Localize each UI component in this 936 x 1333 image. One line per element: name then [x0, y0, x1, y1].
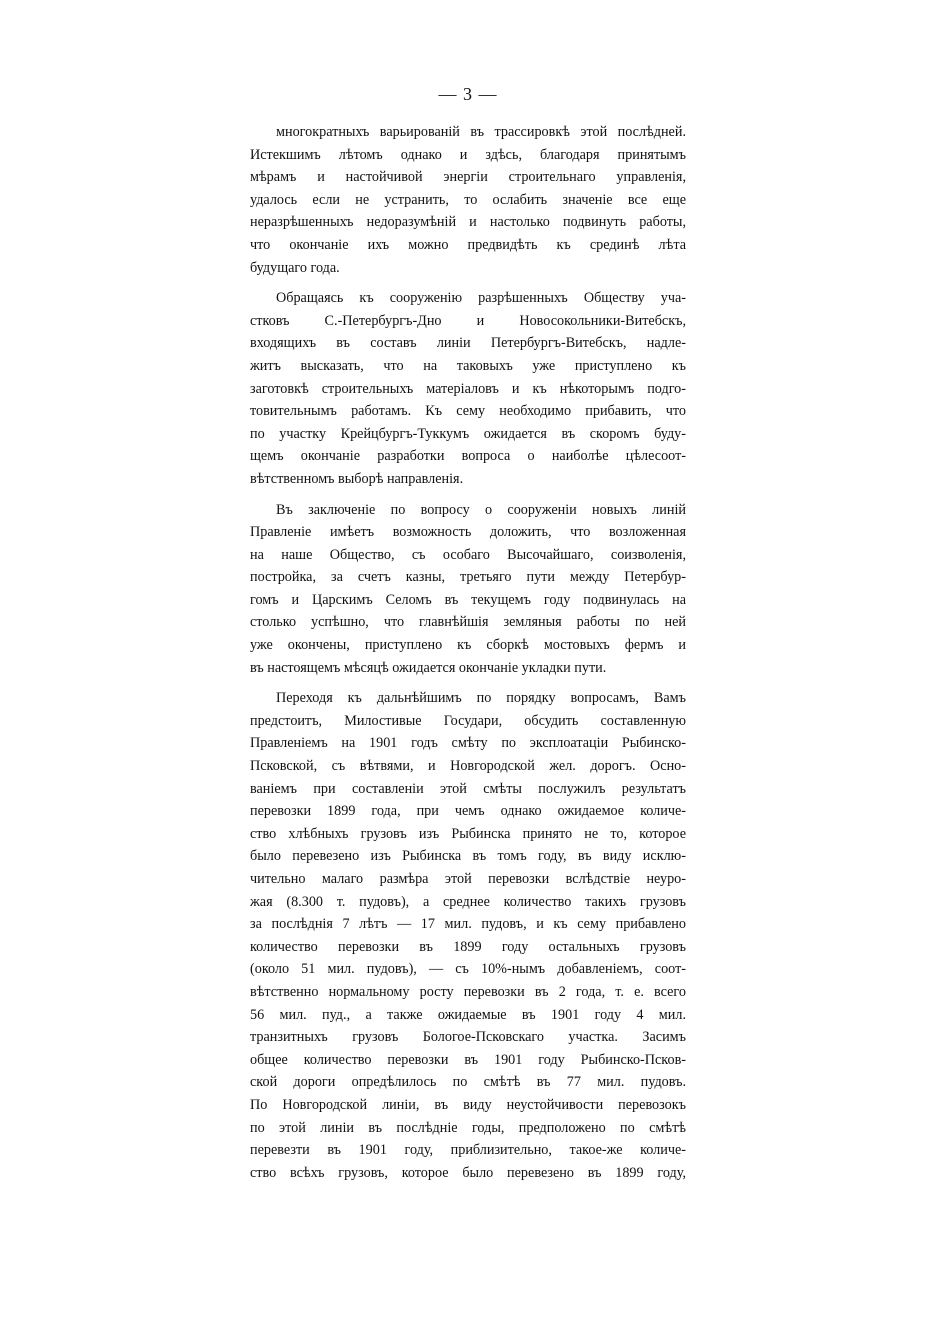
- text-line: перевезти въ 1901 году, приблизительно, такое-же количе-: [250, 1142, 686, 1159]
- text-line: на наше Общество, съ особаго Высочайшаго, соизволенія,: [250, 546, 686, 563]
- text-line: предстоитъ, Милостивые Государи, обсудить составленную: [250, 712, 686, 729]
- text-line: перевозки 1899 года, при чемъ однако ожидаемое количе-: [250, 803, 686, 820]
- text-line: въ настоящемъ мѣсяцѣ ожидается окончаніе укладки пути.: [250, 659, 607, 676]
- paragraph-1: [250, 121, 686, 279]
- text-line: ство хлѣбныхъ грузовъ изъ Рыбинска принято не то, которое: [250, 825, 686, 842]
- text-line: Псковской, съ вѣтвями, и Новгородской жел. дорогъ. Осно-: [250, 758, 686, 775]
- text-line: постройка, за счетъ казны, третьяго пути между Петербур-: [250, 569, 686, 586]
- paragraph-2: [250, 287, 686, 490]
- text-line: стковъ С.-Петербургъ-Дно и Новосокольники-Витебскъ,: [250, 312, 686, 329]
- text-line: ство всѣхъ грузовъ, которое было перевезено въ 1899 году,: [250, 1164, 686, 1181]
- text-line: товительнымъ работамъ. Къ сему необходимо прибавить, что: [250, 403, 686, 420]
- text-line: заготовкѣ строительныхъ матеріаловъ и къ нѣкоторымъ подго-: [250, 380, 686, 397]
- text-line: по участку Крейцбургъ-Туккумъ ожидается въ скоромъ буду-: [250, 425, 686, 442]
- text-line: входящихъ въ составъ линіи Петербургъ-Витебскъ, надле-: [250, 335, 686, 352]
- text-line: 56 мил. пуд., а также ожидаемые въ 1901 году 4 мил.: [250, 1006, 686, 1023]
- text-line: уже окончены, приступлено къ сборкѣ мостовыхъ фермъ и: [250, 637, 686, 654]
- text-line: Истекшимъ лѣтомъ однако и здѣсь, благодаря принятымъ: [250, 146, 686, 163]
- text-line: Переходя къ дальнѣйшимъ по порядку вопросамъ, Вамъ: [276, 690, 686, 707]
- text-line: По Новгородской линіи, въ виду неустойчивости перевозокъ: [250, 1096, 686, 1113]
- text-line: ваніемъ при составленіи этой смѣты послужилъ результатъ: [250, 780, 686, 797]
- text-line: по этой линіи въ послѣдніе годы, предположено по смѣтѣ: [250, 1119, 686, 1136]
- text-line: житъ высказать, что на таковыхъ уже приступлено къ: [250, 357, 686, 374]
- text-line: вѣтственномъ выборѣ направленія.: [250, 470, 464, 487]
- text-line: транзитныхъ грузовъ Бологое-Псковскаго участка. Засимъ: [250, 1029, 686, 1046]
- text-line: было перевезено изъ Рыбинска въ томъ году, въ виду исклю-: [250, 848, 686, 865]
- page-number: — 3 —: [438, 84, 498, 104]
- body-text: [250, 121, 686, 1192]
- text-line: количество перевозки въ 1899 году остальныхъ грузовъ: [250, 938, 686, 955]
- text-line: щемъ окончаніе разработки вопроса о наиболѣе цѣлесоот-: [250, 448, 686, 465]
- text-line: жая (8.300 т. пудовъ), а среднее количество такихъ грузовъ: [250, 893, 686, 910]
- text-line: будущаго года.: [250, 259, 340, 276]
- text-line: ской дороги опредѣлилось по смѣтѣ въ 77 мил. пудовъ.: [250, 1074, 686, 1091]
- text-line: Правленіемъ на 1901 годъ смѣту по эксплоатаціи Рыбинско-: [250, 735, 686, 752]
- text-line: гомъ и Царскимъ Селомъ въ текущемъ году подвинулась на: [250, 591, 686, 608]
- text-line: Обращаясь къ сооруженію разрѣшенныхъ Обществу уча-: [276, 290, 686, 307]
- text-line: удалось если не устранить, то ослабить значеніе все еще: [250, 191, 686, 208]
- text-line: за послѣднія 7 лѣтъ — 17 мил. пудовъ, и къ сему прибавлено: [250, 916, 686, 933]
- text-line: чительно малаго размѣра этой перевозки вслѣдствіе неуро-: [250, 871, 686, 887]
- paragraph-3: [250, 499, 686, 680]
- text-line: (около 51 мил. пудовъ), — съ 10%-нымъ добавленіемъ, соот-: [250, 961, 686, 978]
- text-line: неразрѣшенныхъ недоразумѣній и настолько подвинуть работы,: [250, 214, 686, 231]
- text-line: столько успѣшно, что главнѣйшія земляныя работы по ней: [250, 614, 686, 631]
- text-line: вѣтственно нормальному росту перевозки въ 2 года, т. е. всего: [250, 983, 686, 1000]
- paragraph-4: [250, 687, 686, 1184]
- text-line: Правленіе имѣетъ возможность доложить, что возложенная: [250, 524, 686, 541]
- text-line: мѣрамъ и настойчивой энергіи строительнаго управленія,: [250, 169, 686, 186]
- text-line: многократныхъ варьированій въ трассировкѣ этой послѣдней.: [276, 124, 686, 140]
- text-line: что окончаніе ихъ можно предвидѣть къ срединѣ лѣта: [250, 236, 686, 253]
- text-line: Въ заключеніе по вопросу о сооруженіи новыхъ линій: [276, 501, 686, 518]
- text-line: общее количество перевозки въ 1901 году Рыбинско-Псков-: [250, 1051, 686, 1068]
